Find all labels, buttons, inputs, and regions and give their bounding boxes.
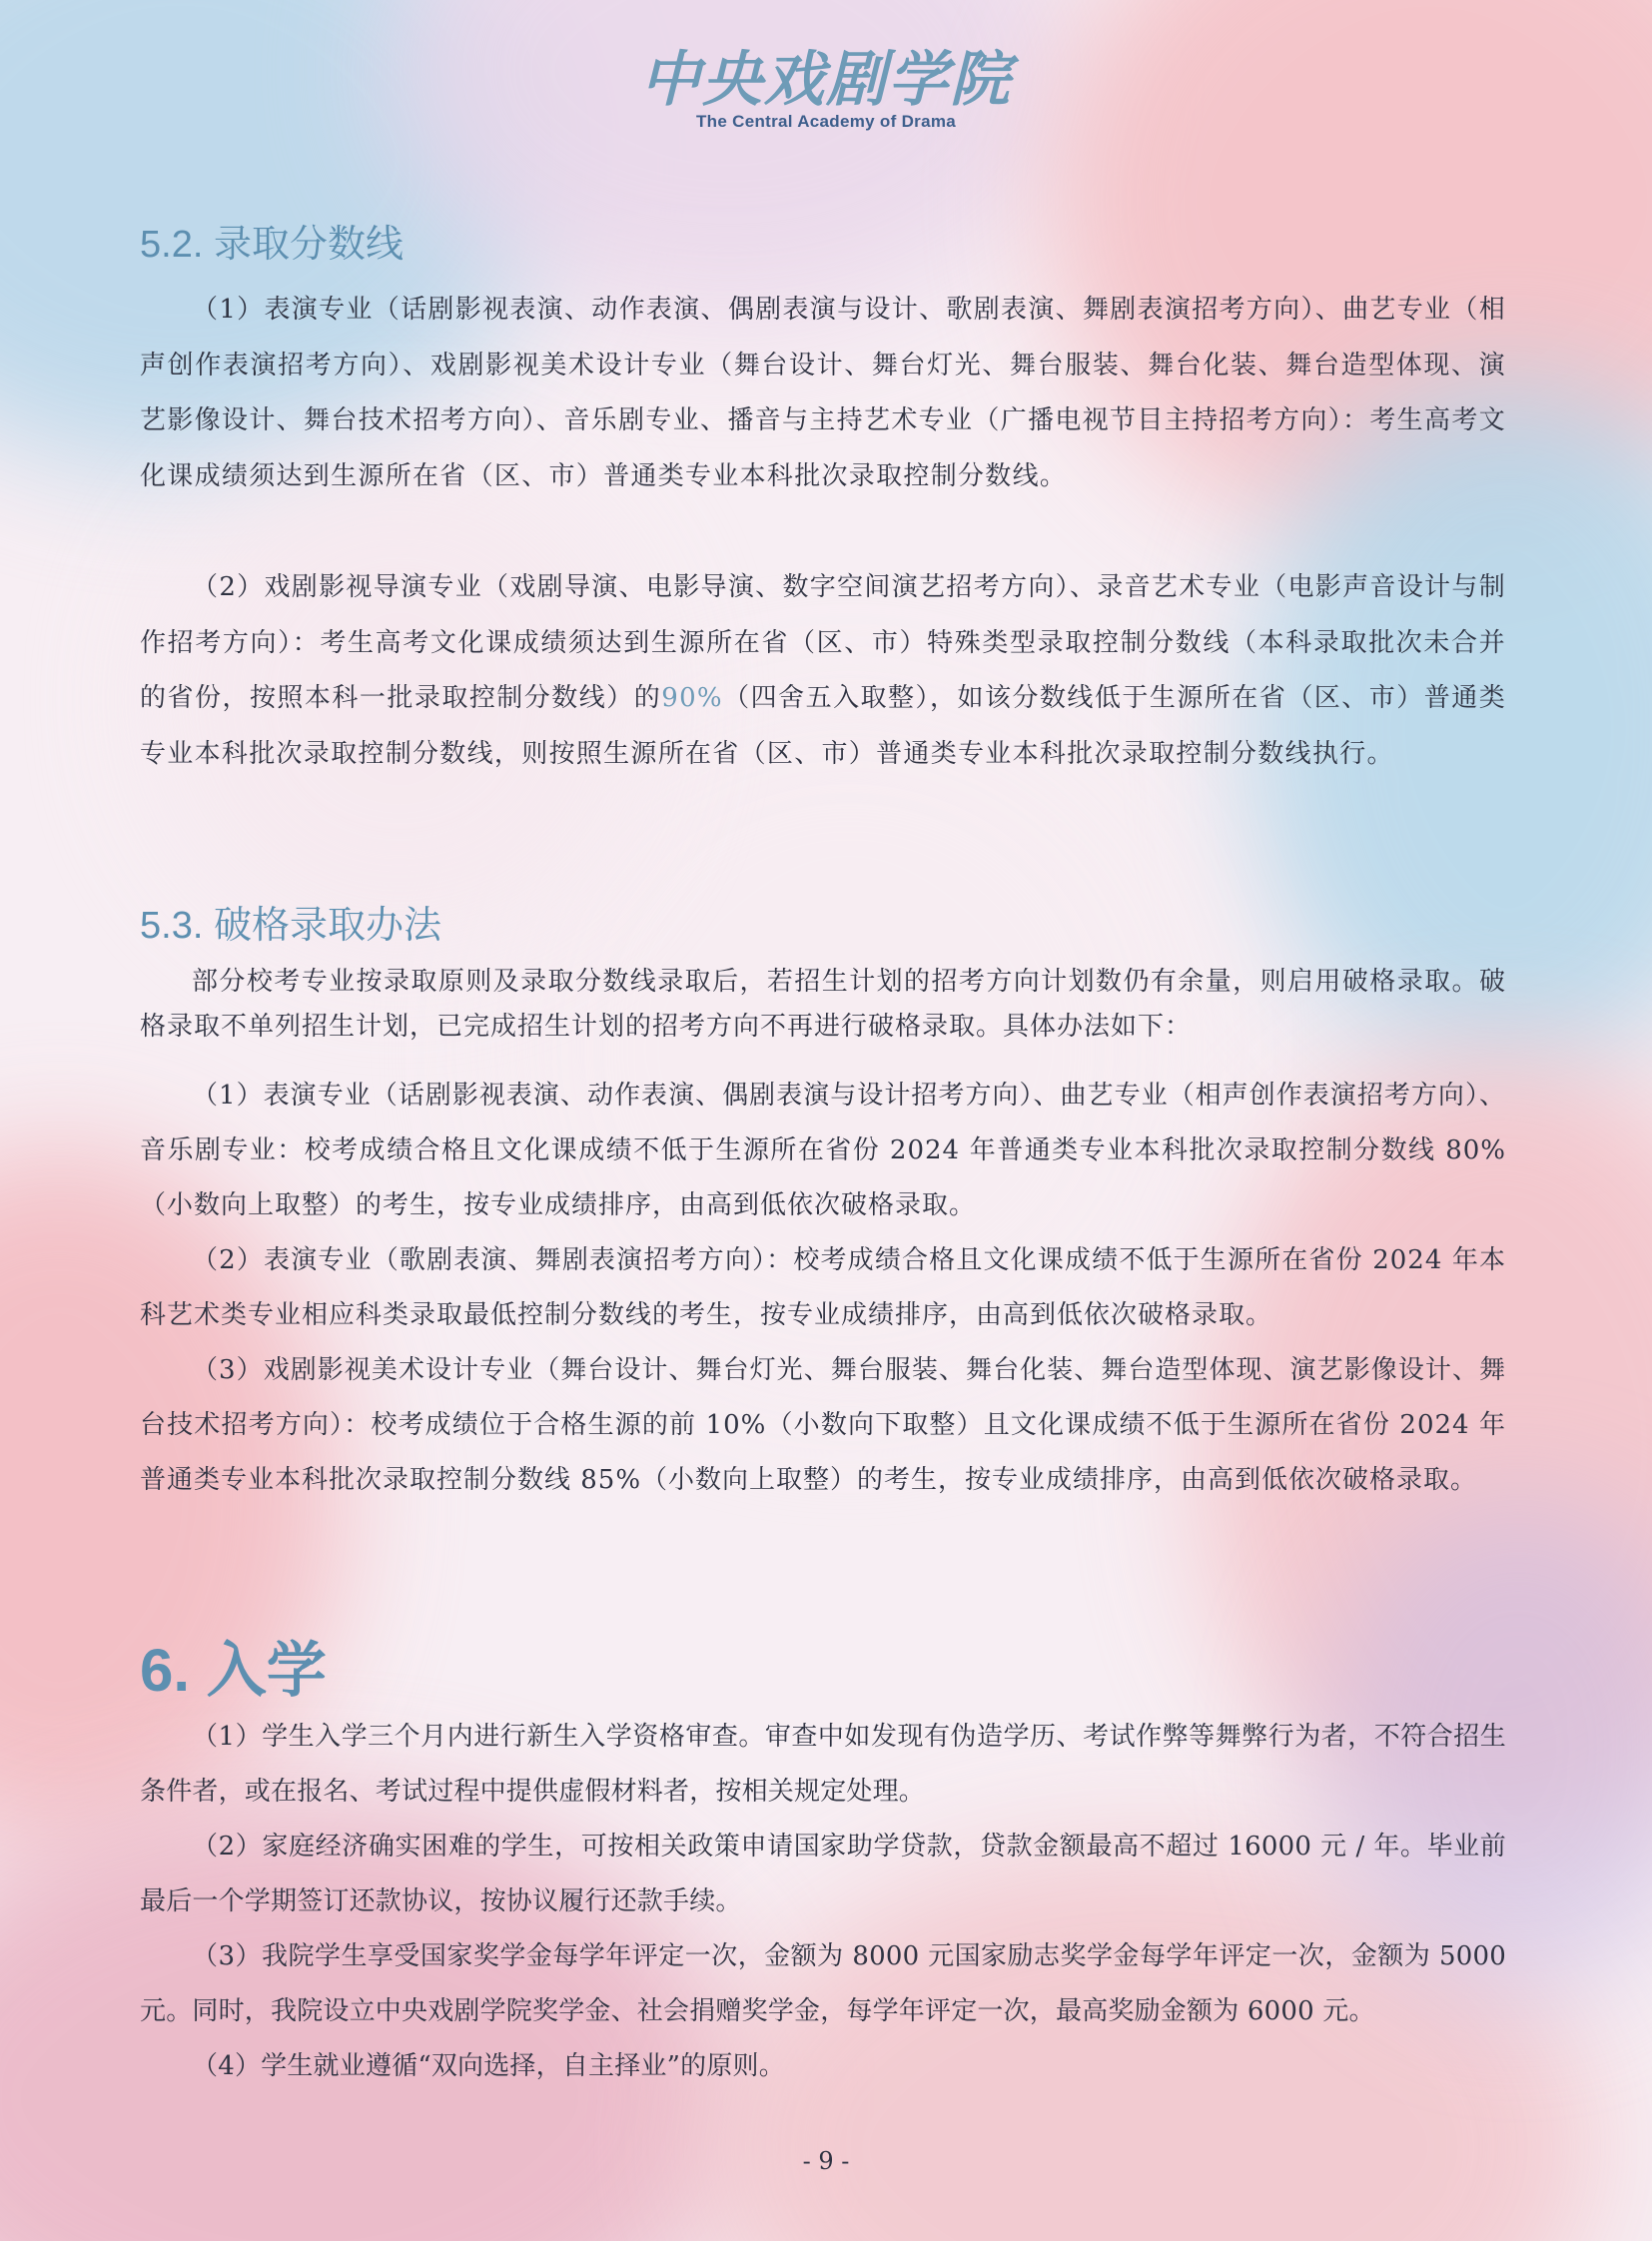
section-5-3-item-1: （1）表演专业（话剧影视表演、动作表演、偶剧表演与设计招考方向）、曲艺专业（相声创作表演招考方向）、音乐剧专业：校考成绩合格且文化课成绩不低于生源所在省份 2024 年普通类专业本科批次录取控制分数线 80%（小数向上取整）的考生，按专业成绩排序，由高到低依次破格录取。 xyxy=(140,1081,1506,1220)
section-5-3-title: 5.3. 破格录取办法 xyxy=(140,905,441,947)
section-5-3-item-2: （2）表演专业（歌剧表演、舞剧表演招考方向）：校考成绩合格且文化课成绩不低于生源所在省份 2024 年本科艺术类专业相应科类录取最低控制分数线的考生，按专业成绩排序，由高到低依次破格录取。 xyxy=(140,1245,1506,1330)
section-5-3-item-3: （3）戏剧影视美术设计专业（舞台设计、舞台灯光、舞台服装、舞台化装、舞台造型体现、演艺影像设计、舞台技术招考方向）：校考成绩位于合格生源的前 10%（小数向下取整）且文化课成绩不低于生源所在省份 2024 年普通类专业本科批次录取控制分数线 85%（小数向上取整）的考生，按专业成绩排序，由高到低依次破格录取。 xyxy=(140,1355,1506,1495)
section-6-title: 6. 入学 xyxy=(140,1637,327,1704)
paragraph-text: （四舍五入取整），如该分数线低于生源所在省（区、市）普通类专业本科批次录取控制分数线，则按照生源所在省（区、市）普通类专业本科批次录取控制分数线执行。 xyxy=(140,683,1507,769)
section-5-2-paragraph-2 xyxy=(140,560,1506,782)
paragraph-text: （2）戏剧影视导演专业（戏剧导演、电影导演、数字空间演艺招考方向）、录音艺术专业（电影声音设计与制作招考方向）：考生高考文化课成绩须达到生源所在省（区、市）特殊类型录取控制分数线（本科录取批次未合并的省份，按照本科一批录取控制分数线）的 xyxy=(140,572,1506,713)
section-6-item-1: （1）学生入学三个月内进行新生入学资格审查。审查中如发现有伪造学历、考试作弊等舞弊行为者，不符合招生条件者，或在报名、考试过程中提供虚假材料者，按相关规定处理。 xyxy=(140,1722,1506,1807)
logo-chinese-calligraphy: 中央戏剧学院 xyxy=(640,45,1012,115)
section-5-2-paragraph-1: （1）表演专业（话剧影视表演、动作表演、偶剧表演与设计、歌剧表演、舞剧表演招考方向）、曲艺专业（相声创作表演招考方向）、戏剧影视美术设计专业（舞台设计、舞台灯光、舞台服装、舞台化装、舞台造型体现、演艺影像设计、舞台技术招考方向）、音乐剧专业、播音与主持艺术专业（广播电视节目主持招考方向）：考生高考文化课成绩须达到生源所在省（区、市）普通类专业本科批次录取控制分数线。 xyxy=(140,295,1506,491)
section-6-item-2: （2）家庭经济确实困难的学生，可按相关政策申请国家助学贷款，贷款金额最高不超过 16000 元 / 年。毕业前最后一个学期签订还款协议，按协议履行还款手续。 xyxy=(140,1832,1506,1916)
section-6-item-4: （4）学生就业遵循“双向选择，自主择业”的原则。 xyxy=(192,2051,785,2081)
percentage-highlight: 90% xyxy=(661,683,723,713)
section-5-2-title: 5.2. 录取分数线 xyxy=(140,224,404,266)
logo-english-name: The Central Academy of Drama xyxy=(695,112,956,131)
academy-logo xyxy=(0,45,1652,132)
page-number: - 9 - xyxy=(802,2147,850,2175)
section-6-item-3: （3）我院学生享受国家奖学金每学年评定一次，金额为 8000 元国家励志奖学金每学年评定一次，金额为 5000 元。同时，我院设立中央戏剧学院奖学金、社会捐赠奖学金，每学年评定一次，最高奖励金额为 6000 元。 xyxy=(140,1941,1506,2026)
section-5-3-intro: 部分校考专业按录取原则及录取分数线录取后，若招生计划的招考方向计划数仍有余量，则启用破格录取。破格录取不单列招生计划，已完成招生计划的招考方向不再进行破格录取。具体办法如下： xyxy=(140,967,1506,1042)
